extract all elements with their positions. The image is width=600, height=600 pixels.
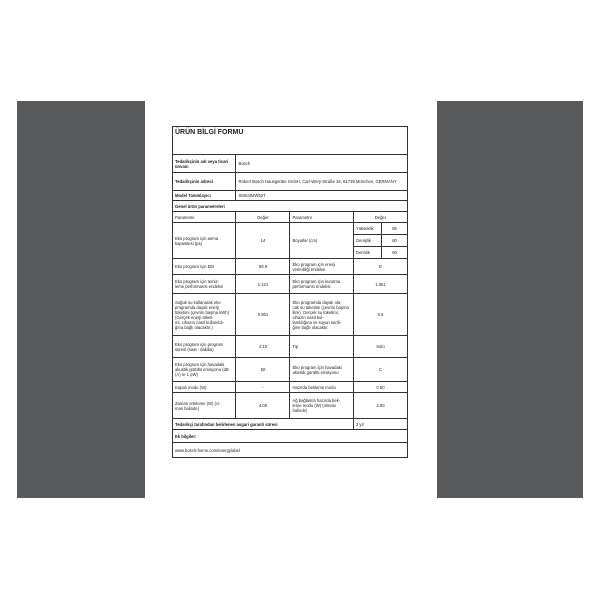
water-consumption-value: 9.5	[353, 294, 407, 336]
off-mode-label: Kapalı modu (W)	[173, 382, 236, 393]
drying-value: 1.061	[353, 275, 407, 294]
warranty-value: 3 yıl	[353, 419, 407, 430]
warranty-label: Tedarikçi tarafından belirlenen asgari garanti süresi	[173, 419, 354, 430]
network-standby-label: Ağ bağlantılı hazırda bek- leme modu (W) (olması halinde)	[290, 393, 353, 419]
depth-label: Derinlik	[353, 247, 381, 259]
noise-class-label: Eko program için havadaki akustik gürültü emisyonu	[290, 358, 353, 382]
form-title: ÜRÜN BİLGİ FORMU	[173, 127, 408, 155]
off-mode-value: -	[236, 382, 290, 393]
network-standby-value: 2.00	[353, 393, 407, 419]
width-value: 60	[382, 235, 408, 247]
col-header-value-2: Değer	[353, 212, 407, 223]
supplier-address-label: Tedarikçinin adresi	[173, 173, 236, 191]
standby-value: 0.50	[353, 382, 407, 393]
energy-class-label: Eko program için enerji verimliliği endeksi	[290, 259, 353, 275]
cleaning-value: 1.121	[236, 275, 290, 294]
model-label: Model Tanımlayıcı	[173, 191, 236, 201]
drying-label: Eko program için kurutma performansı endeksi	[290, 275, 353, 294]
cleaning-label: Eko program için temiz- leme performansı endeksi	[173, 275, 236, 294]
noise-emission-label: Eko program için havadaki akustik gürültü emisyonu (dB (A) re 1 pW)	[173, 358, 236, 382]
col-header-value: Değer	[236, 212, 290, 223]
supplier-address-value: Robert Bosch Hausgeräte GmbH, Carl-Wery-Straße 34, 81739 München, GERMANY	[236, 173, 408, 191]
capacity-value: 14	[236, 223, 290, 259]
capacity-label: Eko program için anma kapasitesi (ps)	[173, 223, 236, 259]
energy-consumption-label: Soğuk su kullanarak eko programda dayalı enerji tüketimi (çevrim başına kWh) (Gerçek enerji tüketi- mi, cihazın nasıl kullanıldı- ğına bağlı olacaktır.)	[173, 294, 236, 336]
depth-value: 60	[382, 247, 408, 259]
energy-consumption-value: 0.951	[236, 294, 290, 336]
document-page	[145, 101, 437, 498]
width-label: Genişlik	[353, 235, 381, 247]
model-value: SMS4IMW62T	[236, 191, 408, 201]
col-header-param: Parametre	[173, 212, 236, 223]
eei-value: 58.9	[236, 259, 290, 275]
energy-label-url: www.bosch-home.com/energylabel	[173, 443, 408, 458]
supplier-name-value: Bosch	[236, 155, 408, 173]
col-header-param-2: Parametre	[290, 212, 353, 223]
dimensions-label: Boyutlar (cm)	[290, 223, 353, 259]
eei-label: Eko program için EEI	[173, 259, 236, 275]
noise-emission-value: 50	[236, 358, 290, 382]
water-consumption-label: Eko programda dayalı ola- cak su tüketimi (çevrim başına litre). Gerçek su tüketimi, cihazın nasıl kul- lanıldığına ve suyun sertli- ğine bağlı olacaktır.	[290, 294, 353, 336]
supplier-name-label: Tedarikçinin adı veya ticari ünvanı	[173, 155, 236, 173]
delay-start-label: Zaman erteleme (W) (ci- mas halinde)	[173, 393, 236, 419]
noise-class-value: C	[353, 358, 407, 382]
product-info-form	[172, 126, 408, 458]
delay-start-value: 4.00	[236, 393, 290, 419]
energy-class-value: E	[353, 259, 407, 275]
type-label: Tip	[290, 336, 353, 358]
height-label: Yükseklik	[353, 223, 381, 235]
program-duration-label: Eko program için program süresi (saat : dakika)	[173, 336, 236, 358]
type-value: Solo	[353, 336, 407, 358]
extra-info-label: Ek bilgiler:	[173, 430, 408, 443]
height-value: 85	[382, 223, 408, 235]
standby-label: Hazırda bekleme modu	[290, 382, 353, 393]
program-duration-value: 4:10	[236, 336, 290, 358]
general-params-heading: Genel ürün parametreleri	[173, 201, 408, 212]
